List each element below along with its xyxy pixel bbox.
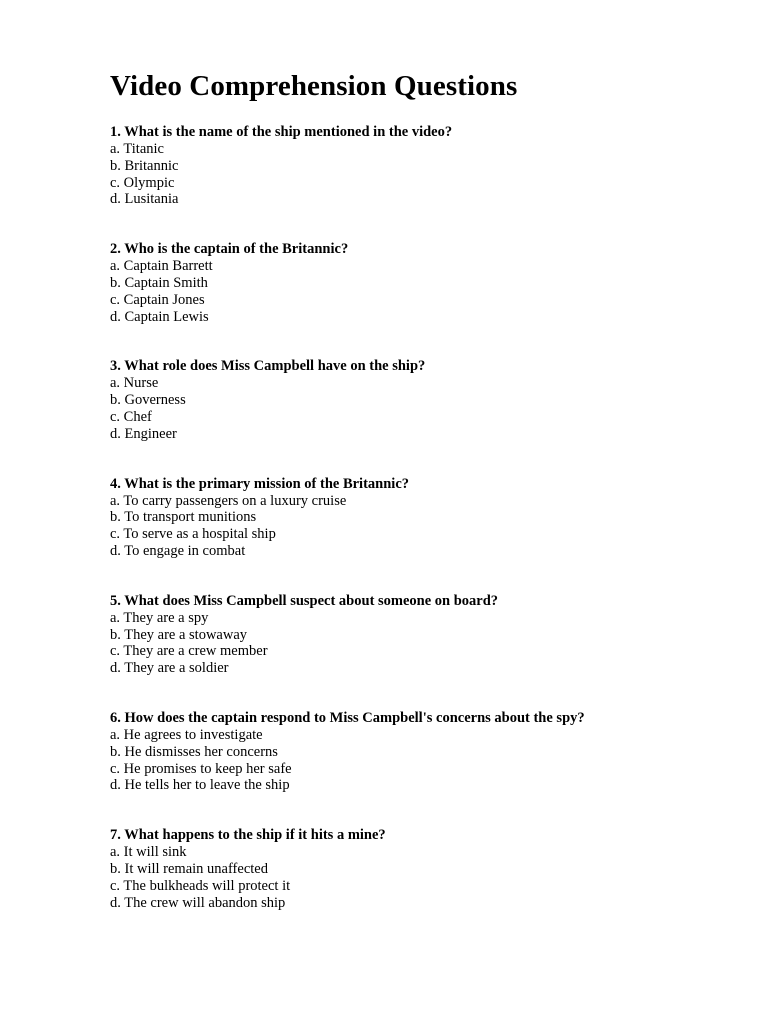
answer-options	[110, 375, 710, 442]
answer-option-c: c. He promises to keep her safe	[110, 760, 292, 777]
question-1	[110, 124, 710, 208]
answer-option-c: c. To serve as a hospital ship	[110, 526, 276, 543]
answer-option-a: a. It will sink	[110, 844, 187, 861]
answer-option-a: a. Nurse	[110, 375, 159, 392]
answer-option-b: b. He dismisses her concerns	[110, 743, 278, 760]
answer-options	[110, 727, 710, 794]
answer-option-d: d. The crew will abandon ship	[110, 894, 286, 911]
answer-option-b: b. They are a stowaway	[110, 626, 248, 643]
answer-option-c: c. Captain Jones	[110, 291, 205, 308]
question-text: 7. What happens to the ship if it hits a mine?	[110, 827, 386, 844]
answer-option-b: b. Captain Smith	[110, 274, 208, 291]
question-4	[110, 476, 710, 560]
question-text: 5. What does Miss Campbell suspect about someone on board?	[110, 592, 499, 609]
page-title: Video Comprehension Questions	[110, 70, 518, 102]
answer-option-d: d. Captain Lewis	[110, 308, 209, 325]
question-text: 6. How does the captain respond to Miss Campbell's concerns about the spy?	[110, 709, 585, 726]
answer-option-c: c. Chef	[110, 408, 152, 425]
answer-option-a: a. They are a spy	[110, 609, 209, 626]
answer-option-d: d. Lusitania	[110, 191, 179, 208]
answer-options	[110, 844, 710, 911]
question-2	[110, 241, 710, 325]
answer-options	[110, 141, 710, 208]
answer-options	[110, 493, 710, 560]
answer-option-c: c. They are a crew member	[110, 643, 268, 660]
question-text: 2. Who is the captain of the Britannic?	[110, 241, 349, 258]
question-6	[110, 710, 710, 794]
answer-option-b: b. It will remain unaffected	[110, 860, 268, 877]
answer-option-a: a. To carry passengers on a luxury cruise	[110, 492, 347, 509]
answer-option-a: a. Captain Barrett	[110, 258, 213, 275]
answer-option-d: d. To engage in combat	[110, 542, 246, 559]
answer-option-b: b. To transport munitions	[110, 509, 257, 526]
answer-option-d: d. Engineer	[110, 425, 177, 442]
question-text: 1. What is the name of the ship mentioned in the video?	[110, 124, 453, 140]
answer-option-a: a. He agrees to investigate	[110, 726, 263, 743]
question-3	[110, 358, 710, 442]
answer-option-a: a. Titanic	[110, 141, 164, 157]
answer-option-c: c. The bulkheads will protect it	[110, 877, 291, 894]
answer-option-b: b. Britannic	[110, 157, 179, 174]
question-5	[110, 593, 710, 677]
question-7	[110, 827, 710, 911]
answer-option-c: c. Olympic	[110, 174, 175, 191]
answer-options	[110, 258, 710, 325]
document-page	[110, 68, 710, 944]
answer-option-b: b. Governess	[110, 392, 186, 409]
answer-option-d: d. He tells her to leave the ship	[110, 777, 290, 794]
answer-options	[110, 610, 710, 677]
question-text: 3. What role does Miss Campbell have on the ship?	[110, 358, 426, 375]
answer-option-d: d. They are a soldier	[110, 660, 229, 677]
question-text: 4. What is the primary mission of the Britannic?	[110, 475, 409, 492]
